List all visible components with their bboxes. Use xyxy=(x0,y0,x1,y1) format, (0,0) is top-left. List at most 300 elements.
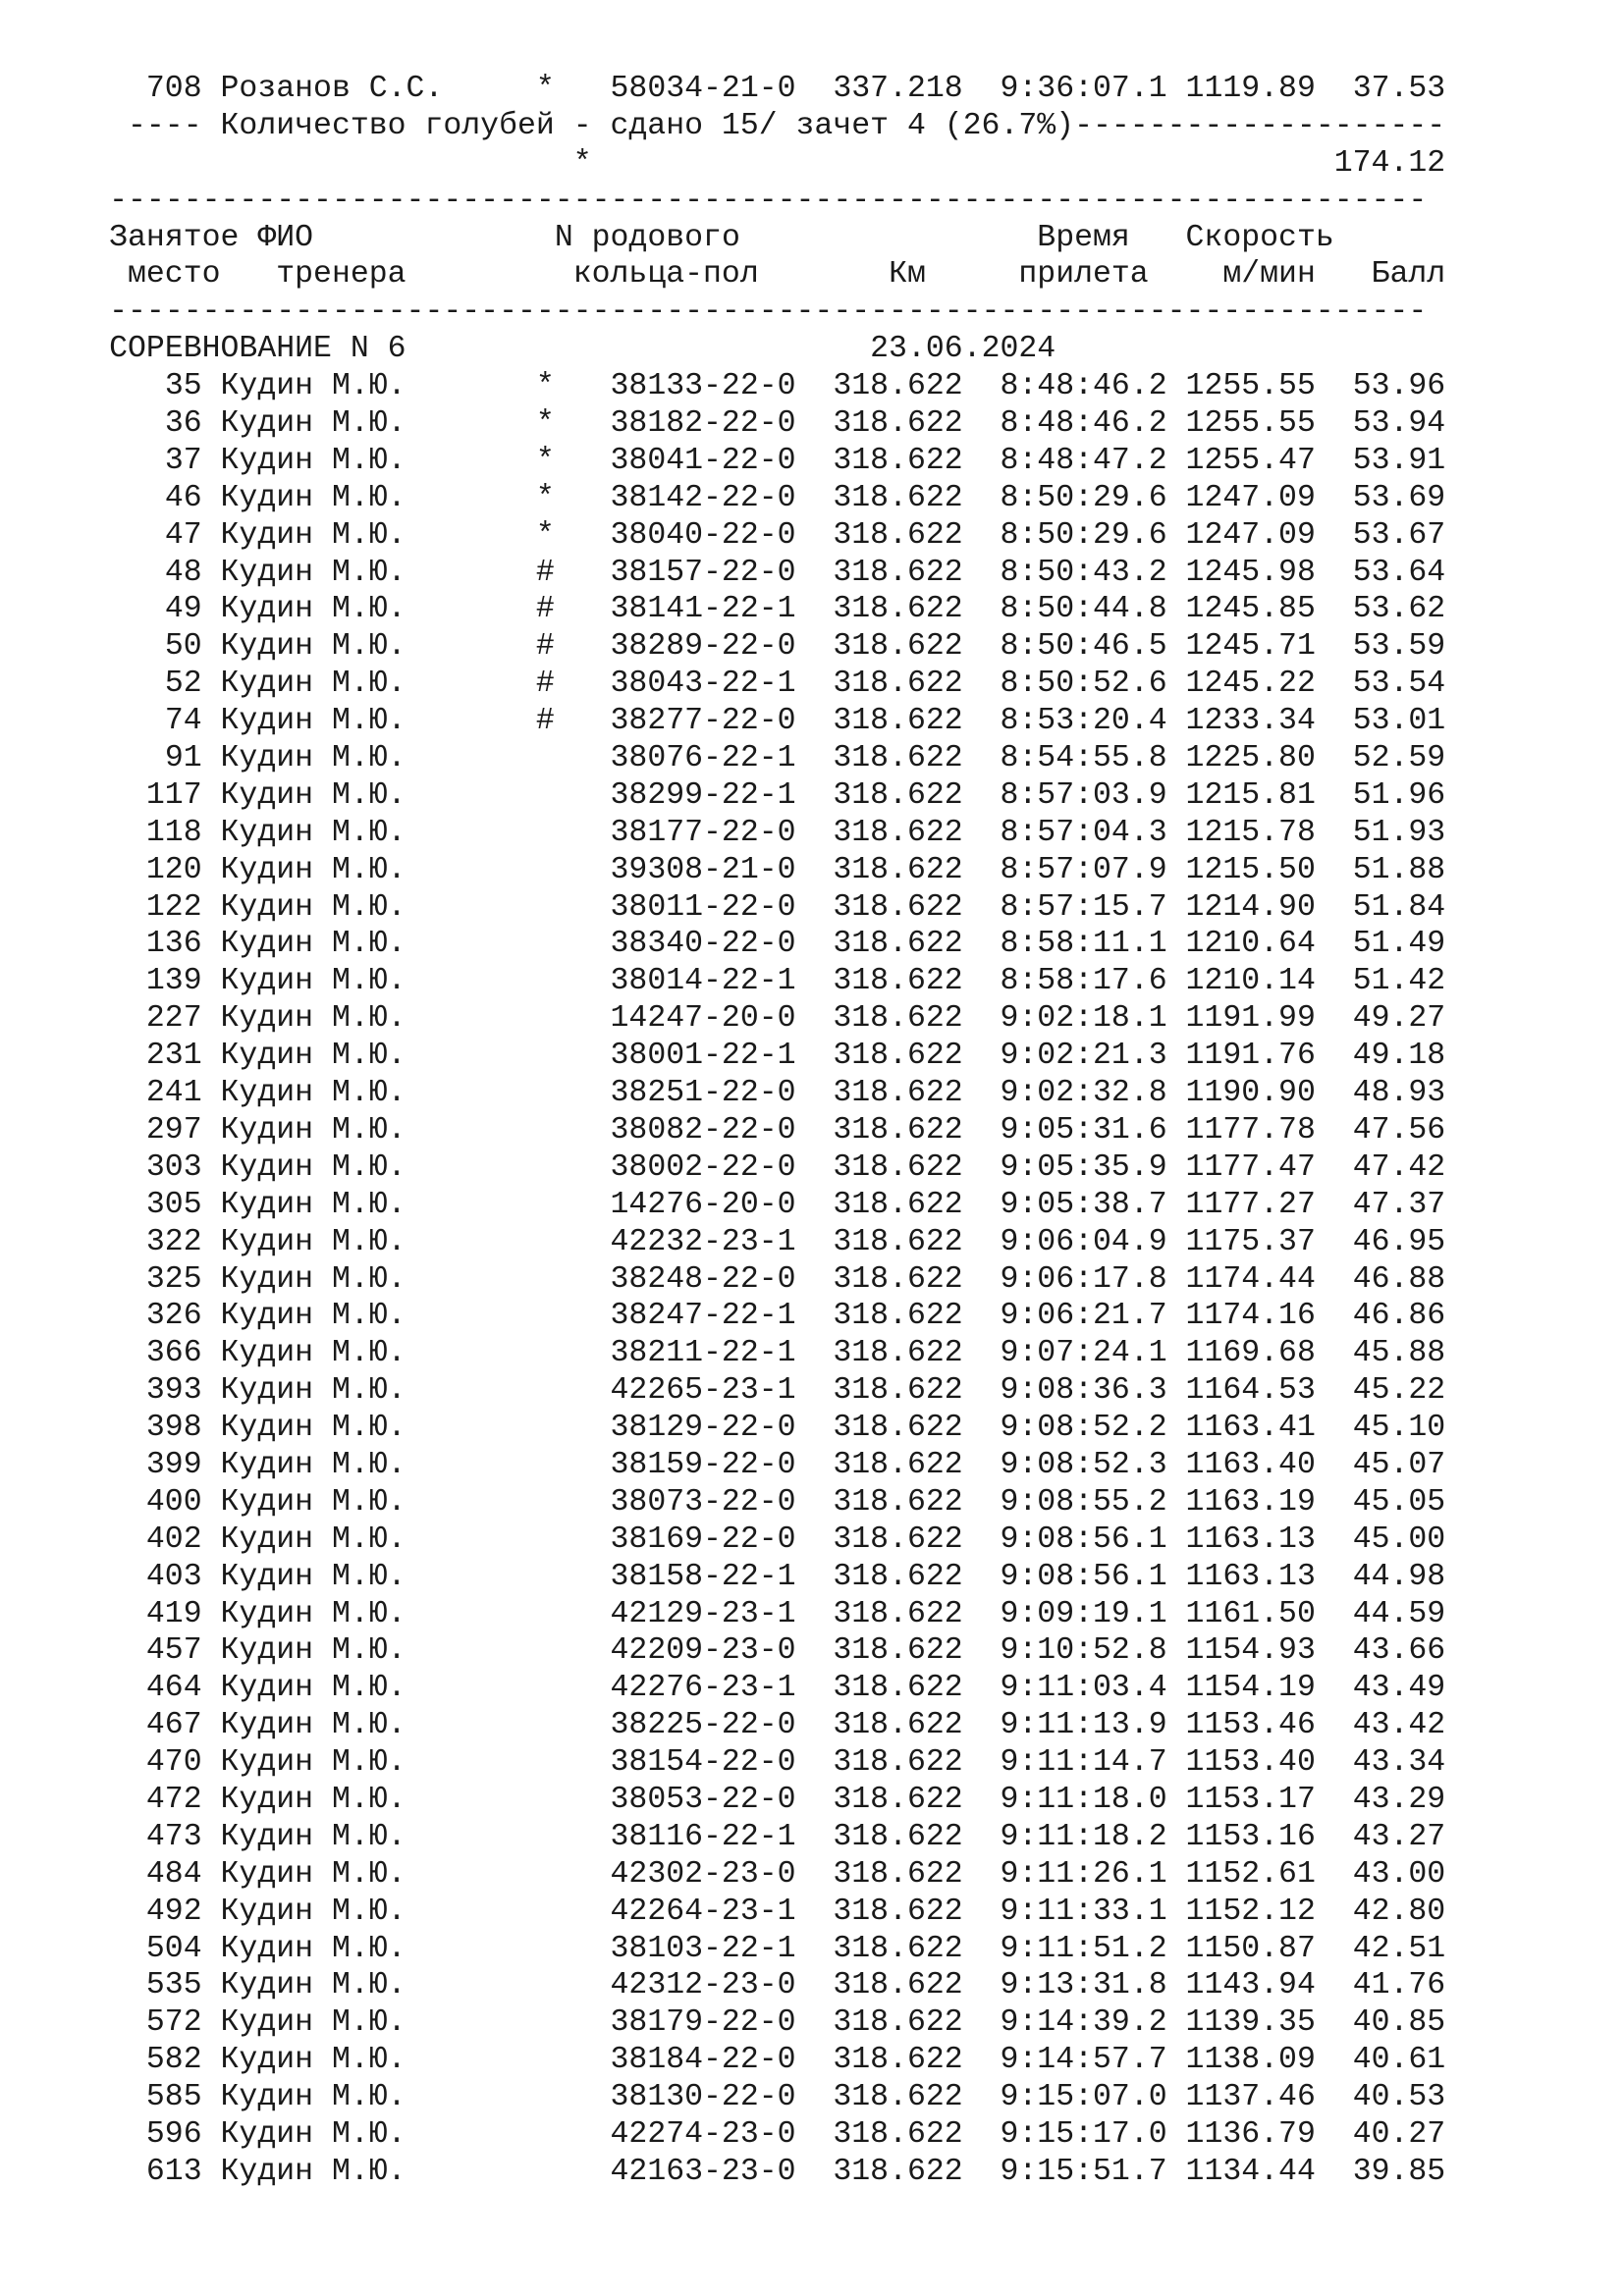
points-cell: 42.80 xyxy=(1352,1894,1446,1929)
ring-cell: 42276-23-1 xyxy=(610,1671,796,1706)
table-row xyxy=(128,1596,1445,1633)
ring-cell: 38116-22-1 xyxy=(610,1819,796,1854)
speed-cell: 1138.09 xyxy=(1185,2043,1316,2078)
place-cell: 572 xyxy=(145,2005,202,2041)
table-row xyxy=(128,1038,1445,1075)
place-cell: 535 xyxy=(145,1968,202,2003)
points-cell: 43.00 xyxy=(1352,1856,1446,1892)
km-cell: 318.622 xyxy=(833,1187,963,1222)
trainer-cell: Кудин М.Ю. xyxy=(220,1596,406,1631)
km-cell: 318.622 xyxy=(833,1076,963,1111)
km-cell: 318.622 xyxy=(833,1819,963,1854)
trainer-cell: Кудин М.Ю. xyxy=(220,1373,406,1409)
time-cell: 9:06:04.9 xyxy=(1000,1224,1167,1259)
mark-cell: # xyxy=(535,629,555,665)
trainer-cell: Кудин М.Ю. xyxy=(220,1633,406,1669)
ring-cell: 38184-22-0 xyxy=(610,2043,796,2078)
place-cell: 120 xyxy=(145,852,202,887)
km-cell: 318.622 xyxy=(833,1671,963,1706)
competition-label: СОРЕВНОВАНИЕ N xyxy=(109,332,369,367)
ring-cell: 38001-22-1 xyxy=(610,1039,796,1074)
place-cell: 504 xyxy=(145,1931,202,1966)
points-cell: 45.88 xyxy=(1352,1336,1446,1371)
place-cell: 46 xyxy=(164,480,202,515)
speed-cell: 1214.90 xyxy=(1185,889,1316,925)
table-row xyxy=(128,1298,1445,1335)
ring-cell: 42264-23-1 xyxy=(610,1894,796,1929)
place-cell: 398 xyxy=(145,1411,202,1446)
km-cell: 318.622 xyxy=(833,1039,963,1074)
place-cell: 366 xyxy=(145,1336,202,1371)
trainer-cell: Кудин М.Ю. xyxy=(220,964,406,999)
time-cell: 8:50:43.2 xyxy=(1000,555,1167,590)
km-cell: 318.622 xyxy=(833,1299,963,1334)
time-cell: 9:06:17.8 xyxy=(1000,1261,1167,1297)
speed-cell: 1136.79 xyxy=(1185,2116,1316,2152)
points-cell: 51.42 xyxy=(1352,964,1446,999)
ring-cell: 58034-21-0 xyxy=(610,72,796,106)
trainer-cell: Кудин М.Ю. xyxy=(220,2116,406,2152)
points-cell: 53.54 xyxy=(1352,667,1446,702)
table-row xyxy=(128,1632,1445,1670)
time-cell: 9:15:07.0 xyxy=(1000,2080,1167,2115)
speed-cell: 1143.94 xyxy=(1185,1968,1316,2003)
time-cell: 9:08:56.1 xyxy=(1000,1559,1167,1594)
ring-cell: 38177-22-0 xyxy=(610,815,796,850)
place-cell: 596 xyxy=(145,2116,202,2152)
trainer-cell: Кудин М.Ю. xyxy=(220,667,406,702)
place-cell: 297 xyxy=(145,1112,202,1148)
place-cell: 419 xyxy=(145,1596,202,1631)
km-cell: 318.622 xyxy=(833,852,963,887)
table-row xyxy=(128,2042,1445,2079)
ring-cell: 38299-22-1 xyxy=(610,777,796,813)
table-row xyxy=(128,1894,1445,1931)
table-row xyxy=(128,1075,1445,1112)
km-cell: 318.622 xyxy=(833,2154,963,2189)
time-cell: 9:08:52.2 xyxy=(1000,1411,1167,1446)
speed-cell: 1225.80 xyxy=(1185,741,1316,776)
ring-cell: 38182-22-0 xyxy=(610,406,796,442)
km-cell: 318.622 xyxy=(833,1373,963,1409)
ring-cell: 14276-20-0 xyxy=(610,1187,796,1222)
header-km: Км xyxy=(889,257,926,293)
table-row xyxy=(128,1819,1445,1856)
divider: ----------------------------------------------------------------------- xyxy=(109,183,1428,218)
place-cell: 36 xyxy=(164,406,202,442)
km-cell: 318.622 xyxy=(833,629,963,665)
table-row xyxy=(128,1187,1445,1224)
place-cell: 118 xyxy=(145,815,202,850)
trainer-cell: Кудин М.Ю. xyxy=(220,927,406,962)
time-cell: 9:36:07.1 xyxy=(1000,72,1167,106)
time-cell: 8:48:47.2 xyxy=(1000,443,1167,478)
table-row xyxy=(128,666,1445,703)
points-cell: 47.56 xyxy=(1352,1112,1446,1148)
place-cell: 305 xyxy=(145,1187,202,1222)
trainer-cell: Кудин М.Ю. xyxy=(220,1782,406,1817)
speed-cell: 1233.34 xyxy=(1185,704,1316,739)
trainer-cell: Кудин М.Ю. xyxy=(220,406,406,442)
competition-number: 6 xyxy=(387,332,406,367)
time-cell: 8:50:29.6 xyxy=(1000,517,1167,553)
trainer-cell: Кудин М.Ю. xyxy=(220,1411,406,1446)
speed-cell: 1153.17 xyxy=(1185,1782,1316,1817)
place-cell: 117 xyxy=(145,777,202,813)
points-cell: 47.42 xyxy=(1352,1149,1446,1185)
points-cell: 47.37 xyxy=(1352,1187,1446,1222)
time-cell: 9:06:21.7 xyxy=(1000,1299,1167,1334)
speed-cell: 1152.12 xyxy=(1185,1894,1316,1929)
time-cell: 8:57:07.9 xyxy=(1000,852,1167,887)
speed-cell: 1177.27 xyxy=(1185,1187,1316,1222)
km-cell: 337.218 xyxy=(833,72,963,106)
total-points: 174.12 xyxy=(1333,145,1446,181)
points-cell: 51.84 xyxy=(1352,889,1446,925)
table-row xyxy=(128,1372,1445,1410)
speed-cell: 1247.09 xyxy=(1185,517,1316,553)
time-cell: 9:15:51.7 xyxy=(1000,2154,1167,2189)
summary-prefix: ---- xyxy=(128,108,202,143)
divider: ----------------------------------------------------------------------- xyxy=(109,294,1428,330)
ring-cell: 42302-23-0 xyxy=(610,1856,796,1892)
points-cell: 51.93 xyxy=(1352,815,1446,850)
points-cell: 40.53 xyxy=(1352,2080,1446,2115)
trainer-cell: Кудин М.Ю. xyxy=(220,1894,406,1929)
trainer-cell: Кудин М.Ю. xyxy=(220,2154,406,2189)
km-cell: 318.622 xyxy=(833,815,963,850)
trainer-cell: Кудин М.Ю. xyxy=(220,1931,406,1966)
column-header-line-1 xyxy=(109,220,1445,257)
header-points: Балл xyxy=(1371,257,1446,293)
table-row xyxy=(128,405,1445,443)
report-header xyxy=(109,71,1446,368)
time-cell: 8:58:17.6 xyxy=(1000,964,1167,999)
time-cell: 8:53:20.4 xyxy=(1000,704,1167,739)
points-cell: 48.93 xyxy=(1352,1076,1446,1111)
km-cell: 318.622 xyxy=(833,1522,963,1557)
mark-cell: # xyxy=(535,704,555,739)
table-row xyxy=(128,1410,1445,1447)
place-cell: 325 xyxy=(145,1261,202,1297)
time-cell: 9:13:31.8 xyxy=(1000,1968,1167,2003)
time-cell: 8:48:46.2 xyxy=(1000,369,1167,404)
ring-cell: 42312-23-0 xyxy=(610,1968,796,2003)
ring-cell: 38248-22-0 xyxy=(610,1261,796,1297)
time-cell: 9:05:35.9 xyxy=(1000,1149,1167,1185)
speed-cell: 1163.13 xyxy=(1185,1559,1316,1594)
time-cell: 9:14:57.7 xyxy=(1000,2043,1167,2078)
speed-cell: 1255.55 xyxy=(1185,406,1316,442)
mark-cell: * xyxy=(535,517,555,553)
ring-cell: 38130-22-0 xyxy=(610,2080,796,2115)
speed-cell: 1150.87 xyxy=(1185,1931,1316,1966)
trainer-cell: Кудин М.Ю. xyxy=(220,2043,406,2078)
ring-cell: 38179-22-0 xyxy=(610,2005,796,2041)
ring-cell: 38142-22-0 xyxy=(610,480,796,515)
trainer-cell: Кудин М.Ю. xyxy=(220,517,406,553)
time-cell: 8:57:03.9 xyxy=(1000,777,1167,813)
km-cell: 318.622 xyxy=(833,1224,963,1259)
place-cell: 457 xyxy=(145,1633,202,1669)
points-cell: 42.51 xyxy=(1352,1931,1446,1966)
time-cell: 9:05:38.7 xyxy=(1000,1187,1167,1222)
points-cell: 53.62 xyxy=(1352,592,1446,627)
speed-cell: 1139.35 xyxy=(1185,2005,1316,2041)
ring-cell: 38011-22-0 xyxy=(610,889,796,925)
points-cell: 49.27 xyxy=(1352,1001,1446,1037)
speed-cell: 1191.76 xyxy=(1185,1039,1316,1074)
place-cell: 582 xyxy=(145,2043,202,2078)
km-cell: 318.622 xyxy=(833,1112,963,1148)
trainer-cell: Кудин М.Ю. xyxy=(220,741,406,776)
points-cell: 43.34 xyxy=(1352,1745,1446,1781)
speed-cell: 1175.37 xyxy=(1185,1224,1316,1259)
points-cell: 46.86 xyxy=(1352,1299,1446,1334)
table-row xyxy=(128,703,1445,740)
points-cell: 44.98 xyxy=(1352,1559,1446,1594)
mark-cell: * xyxy=(535,406,555,442)
table-row xyxy=(128,2116,1445,2154)
table-row xyxy=(128,517,1445,555)
time-cell: 9:11:33.1 xyxy=(1000,1894,1167,1929)
trainer-cell: Кудин М.Ю. xyxy=(220,1187,406,1222)
table-row xyxy=(128,926,1445,963)
ring-cell: 38076-22-1 xyxy=(610,741,796,776)
time-cell: 8:50:29.6 xyxy=(1000,480,1167,515)
ring-cell: 38129-22-0 xyxy=(610,1411,796,1446)
km-cell: 318.622 xyxy=(833,1968,963,2003)
ring-cell: 38133-22-0 xyxy=(610,369,796,404)
speed-cell: 1190.90 xyxy=(1185,1076,1316,1111)
ring-cell: 38043-22-1 xyxy=(610,667,796,702)
time-cell: 9:14:39.2 xyxy=(1000,2005,1167,2041)
time-cell: 9:11:13.9 xyxy=(1000,1708,1167,1743)
table-row xyxy=(128,1484,1445,1522)
ring-cell: 38041-22-0 xyxy=(610,443,796,478)
speed-cell: 1177.78 xyxy=(1185,1112,1316,1148)
points-cell: 41.76 xyxy=(1352,1968,1446,2003)
trainer-cell: Кудин М.Ю. xyxy=(220,1856,406,1892)
km-cell: 318.622 xyxy=(833,2043,963,2078)
points-cell: 39.85 xyxy=(1352,2154,1446,2189)
speed-cell: 1255.47 xyxy=(1185,443,1316,478)
ring-cell: 38247-22-1 xyxy=(610,1299,796,1334)
speed-cell: 1153.40 xyxy=(1185,1745,1316,1781)
ring-cell: 38211-22-1 xyxy=(610,1336,796,1371)
trainer-cell: Кудин М.Ю. xyxy=(220,1522,406,1557)
table-row xyxy=(128,1931,1445,1968)
speed-cell: 1247.09 xyxy=(1185,480,1316,515)
km-cell: 318.622 xyxy=(833,480,963,515)
trainer-cell: Кудин М.Ю. xyxy=(220,1484,406,1520)
place-cell: 472 xyxy=(145,1782,202,1817)
place-cell: 35 xyxy=(164,369,202,404)
km-cell: 318.622 xyxy=(833,1447,963,1482)
place-cell: 467 xyxy=(145,1708,202,1743)
time-cell: 9:10:52.8 xyxy=(1000,1633,1167,1669)
table-row xyxy=(128,1447,1445,1484)
place-cell: 303 xyxy=(145,1149,202,1185)
mark-cell: * xyxy=(535,72,555,106)
place-cell: 231 xyxy=(145,1039,202,1074)
speed-cell: 1164.53 xyxy=(1185,1373,1316,1409)
time-cell: 8:54:55.8 xyxy=(1000,741,1167,776)
ring-cell: 38002-22-0 xyxy=(610,1149,796,1185)
time-cell: 9:08:55.2 xyxy=(1000,1484,1167,1520)
km-cell: 318.622 xyxy=(833,1001,963,1037)
header-speed-2: м/мин xyxy=(1222,257,1316,293)
points-cell: 43.27 xyxy=(1352,1819,1446,1854)
ring-cell: 38073-22-0 xyxy=(610,1484,796,1520)
time-cell: 9:02:32.8 xyxy=(1000,1076,1167,1111)
km-cell: 318.622 xyxy=(833,1931,963,1966)
ring-cell: 38251-22-0 xyxy=(610,1076,796,1111)
time-cell: 8:48:46.2 xyxy=(1000,406,1167,442)
speed-cell: 1210.64 xyxy=(1185,927,1316,962)
ring-cell: 42265-23-1 xyxy=(610,1373,796,1409)
ring-cell: 14247-20-0 xyxy=(610,1001,796,1037)
speed-cell: 1161.50 xyxy=(1185,1596,1316,1631)
place-cell: 585 xyxy=(145,2080,202,2115)
points-cell: 45.10 xyxy=(1352,1411,1446,1446)
ring-cell: 39308-21-0 xyxy=(610,852,796,887)
km-cell: 318.622 xyxy=(833,1596,963,1631)
trainer-cell: Кудин М.Ю. xyxy=(220,704,406,739)
header-speed: Скорость xyxy=(1185,220,1334,255)
speed-cell: 1245.22 xyxy=(1185,667,1316,702)
header-time-2: прилета xyxy=(1018,257,1149,293)
table-row xyxy=(128,1856,1445,1894)
ring-cell: 38158-22-1 xyxy=(610,1559,796,1594)
table-row xyxy=(128,443,1445,480)
table-row xyxy=(128,2079,1445,2116)
ring-cell: 42129-23-1 xyxy=(610,1596,796,1631)
time-cell: 9:07:24.1 xyxy=(1000,1336,1167,1371)
results-table xyxy=(128,368,1445,2191)
trainer-cell: Кудин М.Ю. xyxy=(220,777,406,813)
mark-cell: # xyxy=(535,667,555,702)
place-cell: 241 xyxy=(145,1076,202,1111)
place-cell: 227 xyxy=(145,1001,202,1037)
km-cell: 318.622 xyxy=(833,555,963,590)
points-cell: 43.66 xyxy=(1352,1633,1446,1669)
time-cell: 8:58:11.1 xyxy=(1000,927,1167,962)
table-row xyxy=(128,1522,1445,1559)
points-cell: 53.91 xyxy=(1352,443,1446,478)
header-place-2: место xyxy=(128,257,221,293)
place-cell: 136 xyxy=(145,927,202,962)
speed-cell: 1119.89 xyxy=(1185,72,1316,106)
time-cell: 8:50:52.6 xyxy=(1000,667,1167,702)
mark-cell: # xyxy=(535,592,555,627)
speed-cell: 1245.71 xyxy=(1185,629,1316,665)
place-cell: 49 xyxy=(164,592,202,627)
place-cell: 322 xyxy=(145,1224,202,1259)
table-row xyxy=(128,852,1445,889)
speed-cell: 1245.85 xyxy=(1185,592,1316,627)
place-cell: 492 xyxy=(145,1894,202,1929)
table-row xyxy=(128,1261,1445,1299)
trainer-cell: Кудин М.Ю. xyxy=(220,1671,406,1706)
trainer-cell: Кудин М.Ю. xyxy=(220,1447,406,1482)
speed-cell: 1191.99 xyxy=(1185,1001,1316,1037)
header-place: Занятое xyxy=(109,220,240,255)
summary-text: Количество голубей - сдано 15/ зачет 4 (26.7%) xyxy=(220,108,1075,143)
place-cell: 326 xyxy=(145,1299,202,1334)
points-cell: 43.49 xyxy=(1352,1671,1446,1706)
points-cell: 46.95 xyxy=(1352,1224,1446,1259)
speed-cell: 1152.61 xyxy=(1185,1856,1316,1892)
trainer-cell: Кудин М.Ю. xyxy=(220,1261,406,1297)
speed-cell: 1174.44 xyxy=(1185,1261,1316,1297)
km-cell: 318.622 xyxy=(833,1484,963,1520)
table-row xyxy=(128,2154,1445,2191)
km-cell: 318.622 xyxy=(833,1261,963,1297)
table-row xyxy=(128,2004,1445,2042)
time-cell: 9:11:18.0 xyxy=(1000,1782,1167,1817)
mark-cell: * xyxy=(535,369,555,404)
points-cell: 43.42 xyxy=(1352,1708,1446,1743)
table-row xyxy=(128,1670,1445,1707)
km-cell: 318.622 xyxy=(833,741,963,776)
km-cell: 318.622 xyxy=(833,517,963,553)
km-cell: 318.622 xyxy=(833,667,963,702)
time-cell: 9:02:21.3 xyxy=(1000,1039,1167,1074)
mark-cell: # xyxy=(535,555,555,590)
points-cell: 51.49 xyxy=(1352,927,1446,962)
points-cell: 53.01 xyxy=(1352,704,1446,739)
table-row xyxy=(128,1559,1445,1596)
table-row xyxy=(128,1335,1445,1372)
trainer-cell: Кудин М.Ю. xyxy=(220,555,406,590)
trainer-cell: Кудин М.Ю. xyxy=(220,480,406,515)
time-cell: 9:15:17.0 xyxy=(1000,2116,1167,2152)
km-cell: 318.622 xyxy=(833,927,963,962)
ring-cell: 38053-22-0 xyxy=(610,1782,796,1817)
table-row xyxy=(128,1000,1445,1038)
speed-cell: 1153.16 xyxy=(1185,1819,1316,1854)
time-cell: 9:05:31.6 xyxy=(1000,1112,1167,1148)
place-cell: 393 xyxy=(145,1373,202,1409)
km-cell: 318.622 xyxy=(833,964,963,999)
previous-result-row xyxy=(128,71,1445,108)
ring-cell: 38154-22-0 xyxy=(610,1745,796,1781)
km-cell: 318.622 xyxy=(833,1782,963,1817)
table-row xyxy=(128,1112,1445,1149)
column-header-line-2 xyxy=(128,256,1445,294)
time-cell: 9:08:52.3 xyxy=(1000,1447,1167,1482)
results-printout xyxy=(109,71,1446,2191)
speed-cell: 1245.98 xyxy=(1185,555,1316,590)
trainer-cell: Кудин М.Ю. xyxy=(220,1224,406,1259)
mark-cell: * xyxy=(535,480,555,515)
place-cell: 48 xyxy=(164,555,202,590)
trainer-cell: Кудин М.Ю. xyxy=(220,629,406,665)
ring-cell: 38277-22-0 xyxy=(610,704,796,739)
ring-cell: 38225-22-0 xyxy=(610,1708,796,1743)
ring-cell: 42274-23-0 xyxy=(610,2116,796,2152)
ring-cell: 38289-22-0 xyxy=(610,629,796,665)
speed-cell: 1210.14 xyxy=(1185,964,1316,999)
table-row xyxy=(128,1967,1445,2004)
points-cell: 46.88 xyxy=(1352,1261,1446,1297)
points-cell: 45.07 xyxy=(1352,1447,1446,1482)
competition-line xyxy=(109,331,1445,368)
time-cell: 8:57:04.3 xyxy=(1000,815,1167,850)
place-cell: 708 xyxy=(145,72,202,106)
time-cell: 9:08:36.3 xyxy=(1000,1373,1167,1409)
